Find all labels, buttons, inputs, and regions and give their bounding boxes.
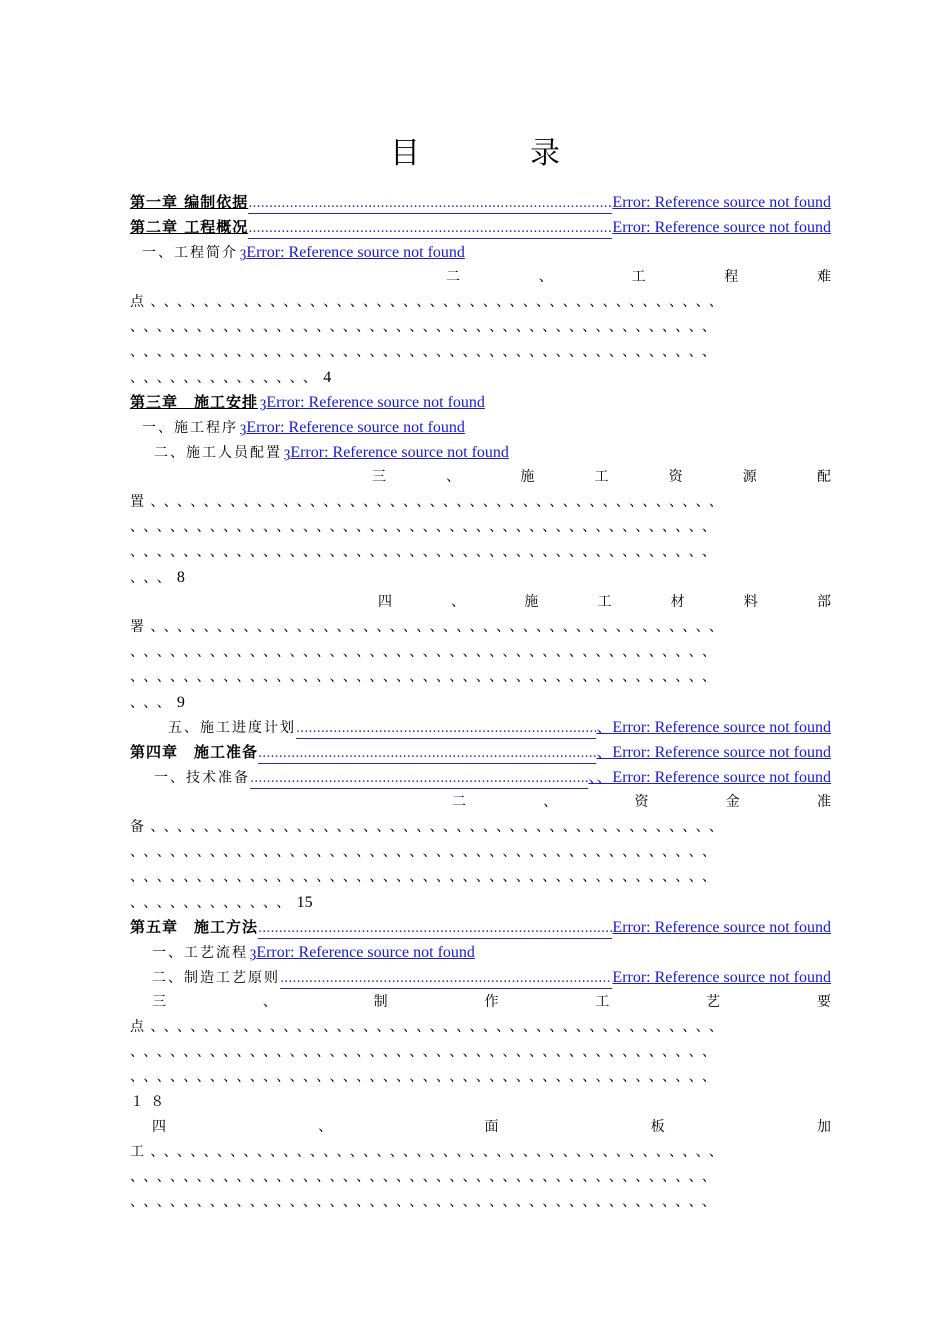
toc-chapter-label: 第三章 施工安排 [130,393,259,411]
toc-spread-char: 二 [452,794,466,810]
table-of-contents [130,190,831,1215]
toc-comma-leader: 署、、、、、、、、、、、、、、、、、、、、、、、、、、、、、、、、、、、、、、、、、、、 [130,619,730,635]
toc-error-link[interactable]: 、、Error: Reference source not found [588,769,831,786]
toc-comma-leader: 、、、9 [130,694,185,711]
toc-error-link[interactable]: ȝError: Reference source not found [250,944,475,961]
toc-spread-char: 三 [372,469,386,485]
toc-spread-char: 准 [817,794,831,810]
toc-spread-char: 板 [650,1119,665,1135]
toc-chapter-label: 第五章 施工方法 [130,918,259,936]
toc-entry-ch1[interactable] [130,190,831,215]
toc-entry-ch4-s1[interactable] [130,765,831,790]
toc-comma-leader: 工、、、、、、、、、、、、、、、、、、、、、、、、、、、、、、、、、、、、、、、、、、、 [130,1144,730,1160]
toc-spread-char: 作 [484,994,499,1010]
toc-comma-leader: 、、、、、、、、、、、、、、、、、、、、、、、、、、、、、、、、、、、、、、、、、、、、 [130,1194,723,1210]
toc-spread-char: 工 [631,269,646,285]
toc-spread-char: 工 [594,469,609,485]
toc-entry-ch4[interactable] [130,740,831,765]
toc-leader-dots [258,749,596,764]
toc-entry-ch3-s2[interactable] [130,440,831,465]
toc-section-label: 一、工艺流程 [152,945,248,961]
toc-spread-char: 资 [668,469,683,485]
toc-leader-dots [258,924,612,939]
toc-spread-char: 工 [595,994,610,1010]
toc-comma-leader: 、、、、、、、、、、、、、、、、、、、、、、、、、、、、、、、、、、、、、、、、、、、、 [130,669,723,685]
toc-entry-ch5-s2[interactable] [130,965,831,990]
toc-comma-leader: 、、、、、、、、、、、、、、、、、、、、、、、、、、、、、、、、、、、、、、、、、、、、 [130,1169,723,1185]
toc-error-link[interactable]: Error: Reference source not found [612,919,831,936]
toc-spread-char: 面 [484,1119,499,1135]
toc-page-number: 8 [176,569,185,586]
toc-entry-ch5-s3 [130,990,831,1015]
toc-error-link[interactable]: 、Error: Reference source not found [596,719,831,736]
toc-entry-ch3[interactable] [130,390,831,415]
toc-section-label: 一、施工程序 [142,420,238,436]
toc-comma-leader: 、、、、、、、、、、、、、、、、、、、、、、、、、、、、、、、、、、、、、、、、、、、、 [130,544,723,560]
toc-comma-leader: 、、、、、、、、、、、、、、、、、、、、、、、、、、、、、、、、、、、、、、、、、、、、 [130,1044,723,1060]
toc-spread-char: 、 [262,994,277,1010]
toc-section-label: 一、技术准备 [154,770,250,786]
toc-spread-char: 艺 [706,994,721,1010]
toc-spread-char: 二 [446,269,460,285]
toc-spread-char: 料 [743,594,758,610]
toc-spread-char: 、 [318,1119,333,1135]
toc-spread-char: 、 [451,594,466,610]
toc-comma-leader: 、、、8 [130,569,185,586]
toc-error-link[interactable]: Error: Reference source not found [612,969,831,986]
toc-entry-ch3-s1[interactable] [130,415,831,440]
toc-comma-leader: 点、、、、、、、、、、、、、、、、、、、、、、、、、、、、、、、、、、、、、、、、、、、 [130,294,730,310]
toc-entry-ch3-s3 [130,465,831,490]
toc-section-label: 五、施工进度计划 [168,720,296,736]
toc-entry-ch2-s2 [130,265,831,290]
toc-error-link[interactable]: Error: Reference source not found [612,219,831,236]
toc-comma-leader: 点、、、、、、、、、、、、、、、、、、、、、、、、、、、、、、、、、、、、、、、、、、、 [130,1019,730,1035]
toc-comma-leader: 、、、、、、、、、、、、、、4 [130,369,332,386]
toc-error-link[interactable]: ȝError: Reference source not found [240,419,465,436]
toc-spread-char: 难 [817,269,831,285]
toc-entry-ch5-s4 [130,1115,831,1140]
toc-spread-char: 、 [543,794,558,810]
toc-spread-char: 源 [742,469,757,485]
toc-leader-dots [296,724,596,739]
toc-spread-char: 配 [816,469,831,485]
toc-entry-ch4-s2 [130,790,831,815]
toc-spread-char: 四 [152,1119,166,1135]
toc-entry-ch5[interactable] [130,915,831,940]
toc-error-link[interactable]: Error: Reference source not found [612,194,831,211]
toc-spread-char: 三 [152,994,166,1010]
toc-page-number: 15 [296,894,313,911]
toc-leader-dots [250,774,588,789]
toc-spread-char: 部 [816,594,831,610]
toc-entry-ch2-s1[interactable] [130,240,831,265]
toc-comma-leader: 、、、、、、、、、、、、、、、、、、、、、、、、、、、、、、、、、、、、、、、、、、、、 [130,1069,723,1085]
toc-comma-leader: 、、、、、、、、、、、、15 [130,894,313,911]
toc-comma-leader: 、、、、、、、、、、、、、、、、、、、、、、、、、、、、、、、、、、、、、、、、、、、、 [130,869,723,885]
page-title: 目 录 [390,136,600,171]
toc-entry-ch2[interactable] [130,215,831,240]
toc-comma-leader: 、、、、、、、、、、、、、、、、、、、、、、、、、、、、、、、、、、、、、、、、、、、、 [130,844,723,860]
toc-comma-leader: 、、、、、、、、、、、、、、、、、、、、、、、、、、、、、、、、、、、、、、、、、、、、 [130,319,723,335]
toc-spread-char: 、 [538,269,553,285]
toc-spread-char: 工 [597,594,612,610]
toc-page-number: １８ [130,1094,171,1110]
toc-spread-char: 金 [725,794,740,810]
toc-error-link[interactable]: ȝError: Reference source not found [260,394,485,411]
toc-spread-char: 程 [724,269,739,285]
toc-spread-char: 制 [373,994,388,1010]
toc-comma-leader: 置、、、、、、、、、、、、、、、、、、、、、、、、、、、、、、、、、、、、、、、、、、、 [130,494,730,510]
toc-spread-char: 加 [817,1119,831,1135]
toc-spread-char: 要 [816,994,831,1010]
toc-section-label: 二、制造工艺原则 [152,970,280,986]
toc-section-label: 一、工程简介 [142,245,238,261]
toc-spread-char: 材 [670,594,685,610]
toc-entry-ch3-s5[interactable] [130,715,831,740]
toc-chapter-label: 第四章 施工准备 [130,743,259,761]
toc-chapter-label: 第二章 工程概况 [130,218,249,236]
toc-error-link[interactable]: ȝError: Reference source not found [240,244,465,261]
toc-comma-leader: 、、、、、、、、、、、、、、、、、、、、、、、、、、、、、、、、、、、、、、、、、、、、 [130,519,723,535]
toc-chapter-label: 第一章 编制依据 [130,193,249,211]
toc-entry-ch5-s1[interactable] [130,940,831,965]
toc-section-label: 二、施工人员配置 [154,445,282,461]
toc-comma-leader: 、、、、、、、、、、、、、、、、、、、、、、、、、、、、、、、、、、、、、、、、、、、、 [130,644,723,660]
toc-leader-dots [248,224,612,239]
toc-comma-leader: 、、、、、、、、、、、、、、、、、、、、、、、、、、、、、、、、、、、、、、、、、、、、 [130,344,723,360]
toc-spread-char: 四 [378,594,392,610]
toc-leader-dots [280,974,612,989]
toc-spread-char: 资 [634,794,649,810]
toc-entry-ch3-s4 [130,590,831,615]
toc-spread-char: 施 [520,469,535,485]
toc-leader-dots [248,199,612,214]
toc-comma-leader [130,1090,831,1115]
toc-page-number: 4 [323,369,332,386]
toc-spread-char: 施 [524,594,539,610]
toc-error-link[interactable]: ȝError: Reference source not found [284,444,509,461]
toc-page-number: 9 [176,694,185,711]
toc-spread-char: 、 [446,469,461,485]
toc-comma-leader: 备、、、、、、、、、、、、、、、、、、、、、、、、、、、、、、、、、、、、、、、、、、、 [130,819,730,835]
toc-error-link[interactable]: 、Error: Reference source not found [596,744,831,761]
